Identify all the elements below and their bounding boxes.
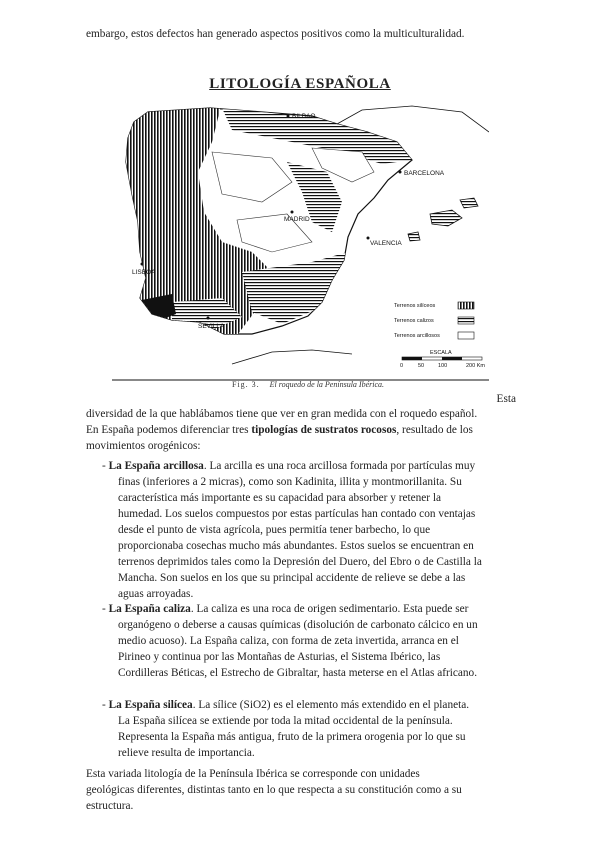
- item-line: . La sílice (SiO2) es el elemento más extendido en el planeta.: [192, 699, 470, 711]
- madrid-marker: [291, 211, 294, 214]
- item-line: característica más importante es su capacidad para absorber y retener la: [118, 492, 442, 504]
- intro-esta: Esta: [496, 393, 516, 405]
- city-label-valencia: VALENCIA: [370, 240, 402, 247]
- intro-paragraph: [86, 406, 518, 454]
- item-line: humedad. Los suelos compuestos por estas partículas han contado con ventajas: [118, 508, 476, 520]
- intro-line-2: [86, 422, 518, 438]
- intro-line-3: movimientos orogénicos:: [86, 440, 201, 452]
- legend-calcareous: Terrenos calizos: [394, 318, 434, 324]
- item-line: La España silícea se extiende por toda la mitad occidental de la península.: [118, 715, 453, 727]
- figure-caption: [232, 380, 384, 389]
- sevilla-marker: [207, 317, 210, 320]
- bullet-dash: -: [102, 460, 106, 472]
- bullet-dash: -: [102, 699, 106, 711]
- list-item-caliza: [102, 601, 478, 681]
- bilbao-marker: [287, 115, 290, 118]
- city-label-bilbao: BILBAO: [292, 113, 316, 120]
- item-line: medio acuoso). La España caliza, con forma de zeta invertida, arranca en el: [118, 635, 459, 647]
- item-line: proporcionaba cosechas mucho más abundantes. Estos suelos se encuentran en: [118, 540, 474, 552]
- map-legend: [394, 302, 485, 369]
- lisboa-marker: [141, 263, 144, 266]
- top-line: embargo, estos defectos han generado aspectos positivos como la multiculturalidad.: [86, 28, 465, 40]
- scale-tick-100: 100: [438, 363, 448, 369]
- item-line: . La arcilla es una roca arcillosa formada por partículas muy: [203, 460, 476, 472]
- item-line: relieve resulta de importancia.: [118, 747, 255, 759]
- closing-paragraph: [86, 766, 526, 814]
- scale-tick-50: 50: [418, 363, 425, 369]
- item-heading: La España arcillosa: [108, 460, 204, 472]
- item-line: terrenos deprimidos tales como la Depresión del Duero, del Ebro o de Castilla la: [118, 556, 482, 568]
- city-label-lisboa: LISBOA: [132, 269, 156, 276]
- item-line: Pirineo y continua por las Montañas de Asturias, el Sistema Ibérico, las: [118, 651, 441, 663]
- closing-line: Esta variada litología de la Península Ibérica se corresponde con unidades: [86, 768, 420, 780]
- figure-caption-text: El roquedo de la Península Ibérica.: [269, 380, 385, 389]
- scale-tick-0: 0: [400, 363, 404, 369]
- item-heading: La España silícea: [108, 699, 193, 711]
- item-line: aguas arroyadas.: [118, 588, 194, 600]
- closing-line: geológicas diferentes, distintas tanto en lo que respecta a su constitución como a su: [86, 784, 462, 796]
- item-line: . La caliza es una roca de origen sedimentario. Esta puede ser: [190, 603, 469, 615]
- intro-line-2-start: En España podemos diferenciar tres: [86, 424, 252, 436]
- item-line: organógeno o deberse a causas químicas (disolución de carbonato cálcico en un: [118, 619, 478, 631]
- list-item-silicea: [102, 697, 469, 761]
- intro-emphasis: tipologías de sustratos rocosos: [251, 424, 397, 436]
- intro-line-1: diversidad de la que hablábamos tiene que ver en gran medida con el roquedo español.: [86, 408, 478, 420]
- item-line: desde el punto de vista agrícola, pues permitía tener barbecho, lo que: [118, 524, 431, 536]
- city-label-madrid: MADRID: [284, 216, 310, 223]
- scale-label: ESCALA: [430, 350, 452, 356]
- lithology-map: [112, 102, 489, 392]
- city-label-sevilla: SEVILLA: [198, 323, 225, 330]
- city-label-barcelona: BARCELONA: [404, 170, 445, 177]
- barcelona-marker: [399, 171, 402, 174]
- legend-clay: Terrenos arcillosos: [394, 333, 440, 339]
- item-line: Cordilleras Béticas, el Estrecho de Gibraltar, hasta meterse en el Atlas africano.: [118, 667, 478, 679]
- legend-silicic: Terrenos silíceos: [394, 303, 436, 309]
- list-item-arcillosa: [102, 458, 482, 602]
- scale-tick-200: 200 Km: [466, 363, 485, 369]
- intro-line-2-end: , resultado de los: [396, 424, 473, 436]
- figure-number: Fig. 3.: [232, 380, 260, 389]
- item-heading: La España caliza: [108, 603, 191, 615]
- bullet-dash: -: [102, 603, 106, 615]
- item-line: Mancha. Son suelos en los que su principal accidente de relieve se debe a las: [118, 572, 466, 584]
- page-title: LITOLOGÍA ESPAÑOLA: [209, 76, 391, 92]
- closing-line: estructura.: [86, 800, 134, 812]
- item-line: finas (inferiores a 2 micras), como son Kadinita, illita y montmorillanita. Su: [118, 476, 462, 488]
- item-line: Representa la España más antigua, fruto de la primera orogenia por lo que su: [118, 731, 466, 743]
